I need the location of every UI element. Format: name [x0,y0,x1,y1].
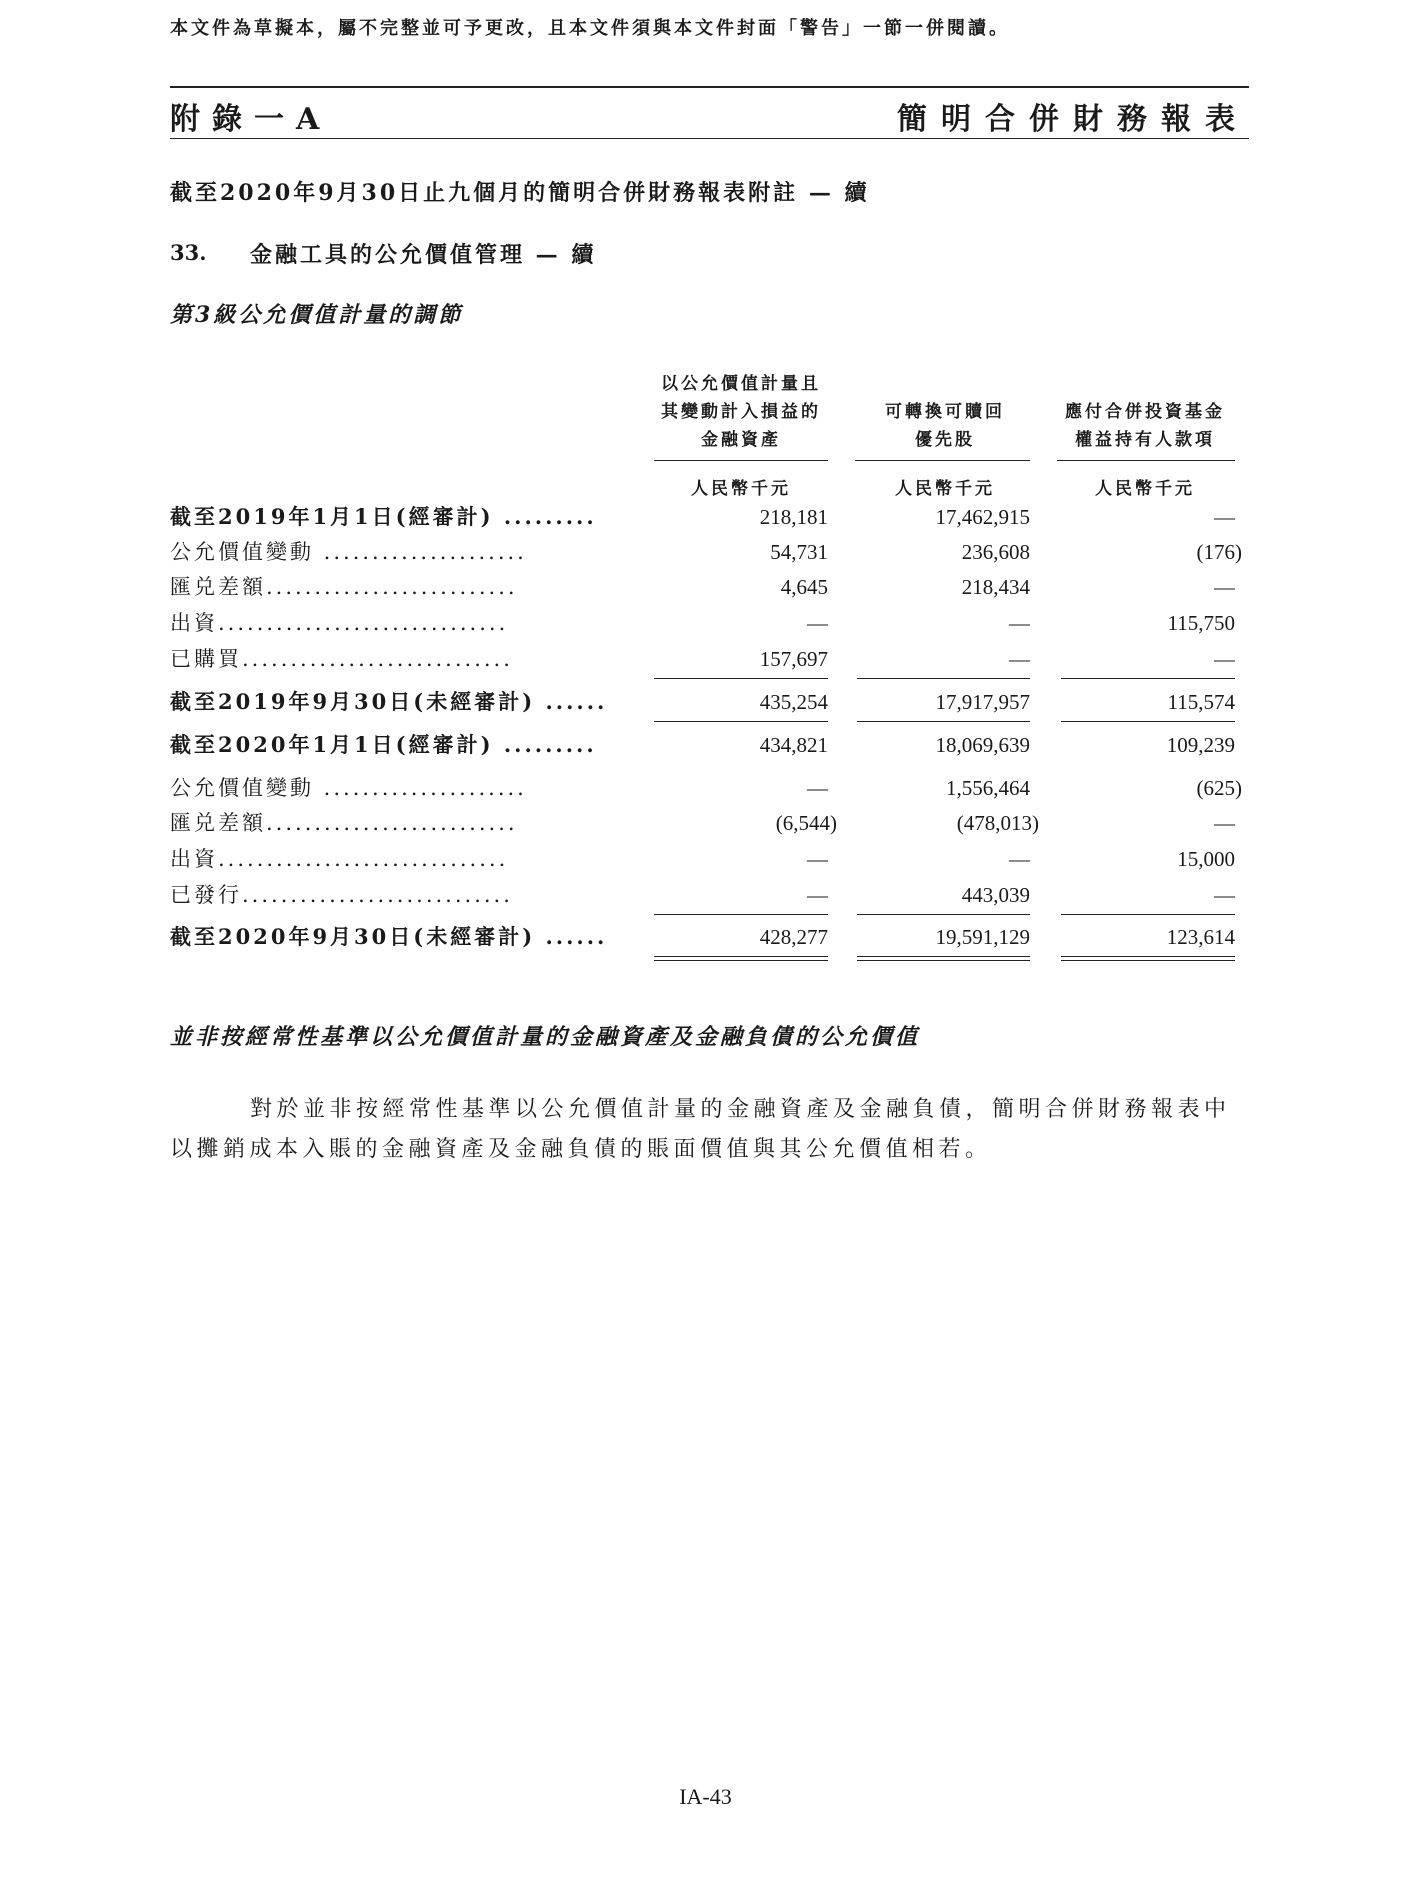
table-row-label: 出資.............................. [170,847,509,871]
currency-unit: 人民幣千元 [691,479,791,499]
table-cell: (6,544) [775,811,837,835]
header-rule-top [170,86,1249,88]
table-cell: 443,039 [961,883,1030,907]
table-cell: — [1214,647,1235,671]
table-cell: — [1009,647,1030,671]
currency-unit: 人民幣千元 [895,479,995,499]
note-number: 33. [170,240,207,265]
total-rule [857,721,1030,722]
column-header-fvtpl: 以公允價值計量且 其變動計入損益的 金融資產 [661,374,821,450]
table-cell: (478,013) [956,811,1039,835]
table-cell: 115,750 [1167,611,1235,635]
grand-total-double-rule [1061,956,1235,961]
currency-unit: 人民幣千元 [1095,479,1195,499]
table-cell: — [807,776,828,800]
table-cell: 428,277 [759,925,828,949]
table-cell: 18,069,639 [935,733,1030,757]
table-cell: — [807,611,828,635]
table-cell: 17,462,915 [935,505,1030,529]
table-row-label: 已發行............................ [170,883,513,907]
section-title: 簡明合併財務報表 [897,102,1249,137]
table-cell: 115,574 [1167,690,1235,714]
table-cell: 4,645 [780,575,828,599]
table-row-label: 匯兑差額.......................... [170,575,518,599]
table-cell: 17,917,957 [935,690,1030,714]
table-heading: 第3級公允價值計量的調節 [170,302,464,328]
table-row-label: 出資.............................. [170,611,509,635]
table-cell: 435,254 [759,690,828,714]
table-cell: 19,591,129 [935,925,1030,949]
table-row-label: 已購買............................ [170,647,513,671]
table-row-label: 公允價值變動 ..................... [170,776,527,800]
table-cell: — [1009,847,1030,871]
table-row-label: 公允價值變動 ..................... [170,540,527,564]
body-paragraph: 對於並非按經常性基準以公允價值計量的金融資產及金融負債，簡明合併財務報表中以攤銷成本入賬的金融資產及金融負債的賬面價值與其公允價值相若。 [170,1097,1231,1162]
table-row-label: 截至2019年1月1日(經審計) ......... [170,504,597,529]
table-cell: — [1009,611,1030,635]
table-cell: 54,731 [770,540,828,564]
table-cell: 218,434 [961,575,1030,599]
subtotal-rule [654,914,828,915]
table-cell: — [1214,505,1235,529]
total-rule [654,721,828,722]
column-header-fund-holders: 應付合併投資基金 權益持有人款項 [1065,402,1225,450]
draft-disclaimer: 本文件為草擬本，屬不完整並可予更改，且本文件須與本文件封面「警告」一節一併閱讀。 [170,18,1010,39]
table-row-label: 匯兑差額.......................... [170,811,518,835]
section-heading: 並非按經常性基準以公允價值計量的金融資產及金融負債的公允價值 [170,1024,921,1050]
table-cell: (625) [1196,776,1242,800]
table-cell: — [1214,811,1235,835]
grand-total-double-rule [654,956,828,961]
total-rule [1061,721,1235,722]
table-cell: 157,697 [759,647,828,671]
table-row-label: 截至2020年1月1日(經審計) ......... [170,732,597,757]
page-number: IA-43 [679,1784,732,1809]
subtotal-rule [1061,914,1235,915]
note-title: 金融工具的公允價值管理 — 續 [250,242,597,268]
table-cell: 109,239 [1166,733,1235,757]
table-cell: — [807,883,828,907]
subtotal-rule [1061,678,1235,679]
header-rule-bottom [170,138,1249,139]
column-header-underline [1057,460,1235,461]
table-cell: 15,000 [1177,847,1235,871]
subtotal-rule [857,914,1030,915]
table-cell: 236,608 [961,540,1030,564]
subtotal-rule [857,678,1030,679]
column-header-underline [855,460,1030,461]
table-cell: 434,821 [759,733,828,757]
table-row-label: 截至2019年9月30日(未經審計) ...... [170,689,608,714]
table-cell: — [1214,883,1235,907]
table-cell: 218,181 [759,505,828,529]
appendix-label: 附錄一A [170,102,332,137]
table-cell: (176) [1196,540,1242,564]
grand-total-double-rule [857,956,1030,961]
notes-heading: 截至2020年9月30日止九個月的簡明合併財務報表附註 — 續 [170,180,870,206]
column-header-preferred-shares: 可轉換可贖回 優先股 [885,402,1005,450]
column-header-underline [654,460,828,461]
subtotal-rule [654,678,828,679]
table-cell: 1,556,464 [946,776,1030,800]
table-cell: — [807,847,828,871]
table-row-label: 截至2020年9月30日(未經審計) ...... [170,924,608,949]
table-cell: 123,614 [1166,925,1235,949]
table-cell: — [1214,575,1235,599]
